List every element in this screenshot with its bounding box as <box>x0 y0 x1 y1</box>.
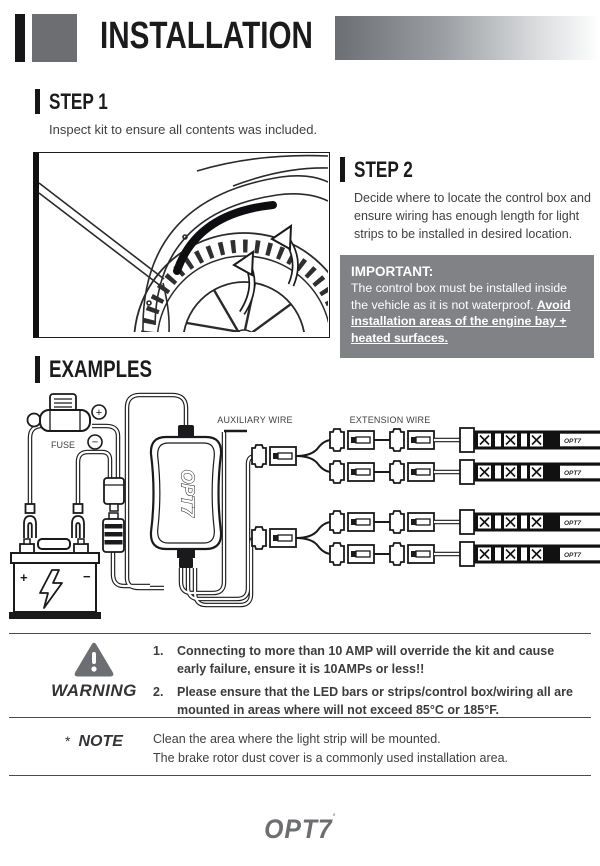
divider <box>9 775 591 776</box>
fork-terminals <box>24 504 84 538</box>
note-text <box>153 730 508 768</box>
page-header <box>15 14 600 62</box>
led-strip-row <box>330 428 600 452</box>
barrel-connectors <box>103 478 124 552</box>
step2-heading-text: STEP 2 <box>354 156 413 182</box>
battery-minus-label: − <box>83 569 91 584</box>
led-strip-row <box>330 510 600 534</box>
step2-heading <box>340 157 594 182</box>
header-gradient-bar <box>335 16 600 60</box>
control-box-brand-label: OPT7 <box>177 469 198 517</box>
warning-item-text: Please ensure that the LED bars or strips/control box/wiring all are mounted in areas where will not exceed 85°C or 185°F. <box>177 685 573 717</box>
step2-body: Decide where to locate the control box and ensure wiring has enough length for light strips to be installed in desired location. <box>354 191 591 242</box>
header-accent-bar <box>15 14 25 62</box>
led-strip-row <box>330 542 600 566</box>
splitter-connector <box>252 440 332 472</box>
note-label <box>40 733 148 768</box>
page-title-text: INSTALLATION <box>100 15 313 57</box>
warning-list <box>153 643 580 725</box>
warning-item <box>153 643 580 678</box>
warning-label: WARNING <box>51 681 137 700</box>
divider <box>9 633 591 634</box>
heading-accent-bar <box>340 157 345 182</box>
led-strip-row <box>330 460 600 484</box>
control-box-icon <box>151 425 221 568</box>
wheel-well-illustration <box>33 152 330 338</box>
fuse-label: FUSE <box>50 440 76 450</box>
extension-wire-label: EXTENSION WIRE <box>349 415 431 425</box>
warning-item-number: 1. <box>153 644 164 658</box>
warning-triangle-icon <box>74 642 114 678</box>
wheel-well-drawing <box>39 153 328 332</box>
heading-accent-bar <box>35 89 40 114</box>
warning-section <box>40 642 580 725</box>
step1-section <box>35 89 317 137</box>
step1-body: Inspect kit to ensure all contents was included. <box>49 122 318 137</box>
fuse-icon <box>28 394 91 450</box>
warning-item-text: Connecting to more than 10 AMP will override the kit and cause early failure, ensure it is 10AMPs or less!! <box>177 644 555 676</box>
brand-logo <box>264 812 335 845</box>
header-gray-square <box>32 14 77 62</box>
warning-item-number: 2. <box>153 685 164 699</box>
battery-icon <box>9 539 101 619</box>
note-section <box>40 730 580 768</box>
step2-section <box>340 152 594 358</box>
battery-plus-label: + <box>20 570 28 585</box>
examples-heading-text: EXAMPLES <box>49 355 152 383</box>
step1-heading <box>35 89 317 114</box>
note-line: Clean the area where the light strip will be mounted. <box>153 732 441 746</box>
important-underlined-text: Avoid installation areas of the engine bay + heated surfaces. <box>351 297 571 345</box>
wiring-diagram: OPT7 + − FUSE + − OPT7 AUXILIARY WIRE EXTENSION WIRE <box>0 392 600 632</box>
auxiliary-wire-label: AUXILIARY WIRE <box>217 415 293 425</box>
examples-heading <box>35 356 181 383</box>
important-callout <box>340 255 594 358</box>
note-asterisk: * <box>65 733 71 749</box>
splitter-connector <box>252 522 332 554</box>
important-heading: IMPORTANT: <box>351 264 434 280</box>
terminal-minus-label: − <box>91 436 99 449</box>
brand-trademark: ' <box>332 812 336 822</box>
note-label-text: NOTE <box>78 733 123 750</box>
important-body-text: The control box must be installed inside the vehicle as it is not waterproof. <box>351 281 567 312</box>
important-body <box>351 280 583 346</box>
warning-item <box>153 684 580 719</box>
page-title <box>100 15 373 58</box>
note-line: The brake rotor dust cover is a commonly used installation area. <box>153 750 509 765</box>
warning-badge <box>40 642 148 725</box>
brand-logo-text: OPT7 <box>264 814 333 844</box>
terminal-plus-label: + <box>95 406 103 419</box>
step2-row <box>33 152 597 358</box>
led-strip-arc <box>177 205 273 271</box>
step1-heading-text: STEP 1 <box>49 88 108 114</box>
footer <box>0 812 600 845</box>
heading-accent-bar <box>35 356 40 383</box>
